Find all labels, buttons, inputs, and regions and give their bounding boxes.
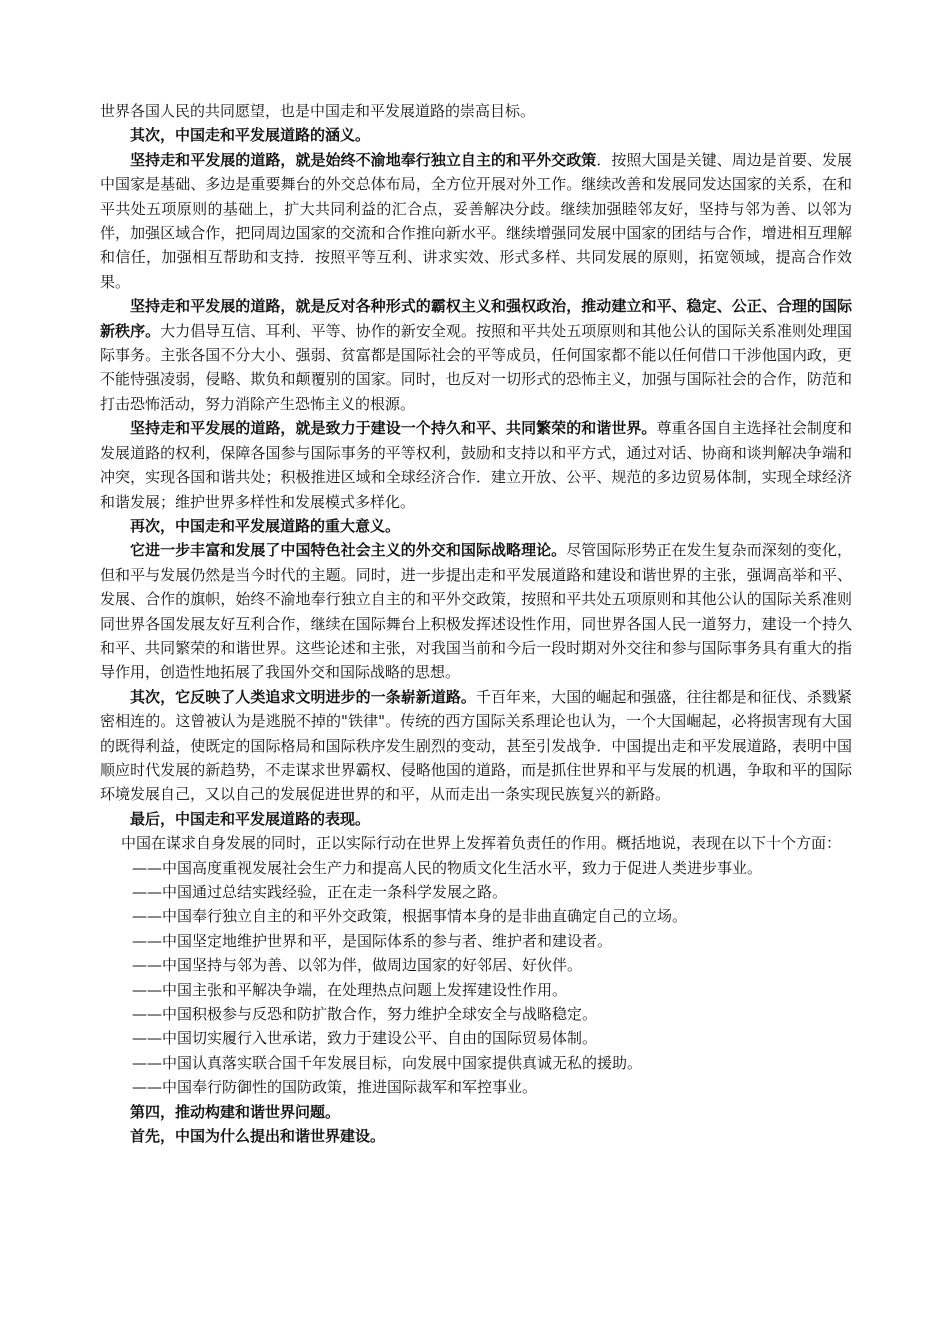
paragraph-body: 大力倡导互信、耳利、平等、协作的新安全观。按照和平共处五项原则和其他公认的国际关系准则处理国际事务。主张各国不分大小、强弱、贫富都是国际社会的平等成员，任何国家都不能以任何借口干涉他国内政，更不能恃强凌弱，侵略、欺负和颠覆别的国家。同时，也反对一切形式的恐怖主义，加强与国际社会的合作，防范和打击恐怖活动，努力消除产生恐怖主义的根源。 xyxy=(100,321,852,413)
list-item: ——中国主张和平解决争端，在处理热点问题上发挥建设性作用。 xyxy=(132,980,568,999)
paragraph-independent-foreign-policy xyxy=(100,148,852,294)
section-heading-fourth: 第四，推动构建和谐世界问题。 xyxy=(130,1102,341,1121)
list-item: ——中国奉行独立自主的和平外交政策，根据事情本身的是非曲直确定自己的立场。 xyxy=(132,907,688,926)
paragraph-lead: 坚持走和平发展的道路，就是反对各种形式的霸权主义和强权政治，推动建立和平、稳定、公正、合理的国际新秩序。 xyxy=(100,297,852,340)
list-item: ——中国认真落实联合国千年发展目标，向发展中国家提供真诚无私的援助。 xyxy=(132,1053,643,1072)
list-item: ——中国高度重视发展社会生产力和提高人民的物质文化生活水平，致力于促进人类进步事业。 xyxy=(132,858,763,877)
document-page xyxy=(100,99,852,1148)
paragraph-body: 千百年来，大国的崛起和强盛，往往都是和征伐、杀戮紧密相连的。这曾被认为是逃脱不掉的"铁律"。传统的西方国际关系理论也认为，一个大国崛起，必将损害现有大国的既得利益，使既定的国际格局和国际秩序发生剧烈的变动，甚至引发战争．中国提出走和平发展道路，表明中国顺应时代发展的新趋势，不走谋求世界霸权、侵略他国的道路，而是抓住世界和平与发展的机遇，争取和平的国际环境发展自己，又以自己的发展促进世界的和平，从而走出一条实现民族复兴的新路。 xyxy=(100,687,852,804)
paragraph-lead: 坚持走和平发展的道路，就是致力于建设一个持久和平、共同繁荣的和谐世界。 xyxy=(130,419,657,438)
list-item: ——中国积极参与反恐和防扩散合作，努力维护全球安全与战略稳定。 xyxy=(132,1005,598,1024)
list-item: ——中国切实履行入世承诺，致力于建设公平、自由的国际贸易体制。 xyxy=(132,1029,598,1048)
paragraph-body: 尊重各国自主选择社会制度和发展道路的权利，保障各国参与国际事务的平等权利，鼓励和支持以和平方式，通过对话、协商和谈判解决争端和冲突，实现各国和谐共处；积极推进区域和全球经济合作．建立开放、公平、规范的多边贸易体制，实现全球经济和谐发展；维护世界多样性和发展模式多样化。 xyxy=(100,419,852,511)
section-heading-significance: 再次，中国走和平发展道路的重大意义。 xyxy=(130,516,401,535)
paragraph-ten-aspects-intro: 中国在谋求自身发展的同时，正以实际行动在世界上发挥着负责任的作用。概括地说，表现在以下十个方面： xyxy=(121,834,842,853)
paragraph-new-road xyxy=(100,685,852,807)
section-heading-meaning: 其次，中国走和平发展道路的涵义。 xyxy=(130,126,371,145)
paragraph-continuation: 世界各国人民的共同愿望，也是中国走和平发展道路的崇高目标。 xyxy=(100,102,536,120)
list-item: ——中国坚定地维护世界和平，是国际体系的参与者、维护者和建设者。 xyxy=(132,931,613,950)
section-heading-why-harmonious-world: 首先，中国为什么提出和谐世界建设。 xyxy=(130,1127,386,1146)
section-heading-manifestation: 最后，中国走和平发展道路的表现。 xyxy=(130,809,371,828)
paragraph-lead: 坚持走和平发展的道路，就是始终不渝地奉行独立自主的和平外交政策 xyxy=(130,150,597,169)
paragraph-anti-hegemony xyxy=(100,294,852,416)
paragraph-harmonious-world xyxy=(100,416,852,514)
paragraph-lead: 它进一步丰富和发展了中国特色社会主义的外交和国际战略理论。 xyxy=(130,541,567,560)
paragraph-body: 尽管国际形势正在发生复杂而深刻的变化，但和平与发展仍然是当今时代的主题。同时，进一步提出走和平发展道路和建设和谐世界的主张，强调高举和平、发展、合作的旗帜，始终不渝地奉行独立自主的和平外交政策，按照和平共处五项原则和其他公认的国际关系准则同世界各国发展友好互利合作，继续在国际舞台上积极发挥述设性作用，同世界各国人民一道努力，建设一个持久和平、共同繁荣的和谐世界。这些论述和主张，对我国当前和今后一段时期对外交往和参与国际事务具有重大的指导作用，创造性地拓展了我国外交和国际战略的思想。 xyxy=(100,541,852,682)
paragraph-body: ．按照大国是关键、周边是首要、发展中国家是基础、多边是重要舞台的外交总体布局，全方位开展对外工作。继续改善和发展同发达国家的关系，在和平共处五项原则的基础上，扩大共同利益的汇合点，妥善解决分歧。继续加强睦邻友好，坚持与邻为善、以邻为伴，加强区域合作，把同周边国家的交流和合作推向新水平。继续增强同发展中国家的团结与合作，增进相互理解和信任，加强相互帮助和支持．按照平等互利、讲求实效、形式多样、共同发展的原则，拓宽领域，提高合作效果。 xyxy=(100,150,852,291)
paragraph-lead: 其次，它反映了人类追求文明进步的一条崭新道路。 xyxy=(130,687,476,706)
paragraph-diplomatic-theory xyxy=(100,538,852,684)
list-item: ——中国奉行防御性的国防政策，推进国际裁军和军控事业。 xyxy=(132,1078,538,1097)
list-item: ——中国坚持与邻为善、以邻为伴，做周边国家的好邻居、好伙伴。 xyxy=(132,956,583,975)
ten-aspects-list xyxy=(100,856,852,1100)
list-item: ——中国通过总结实践经验，正在走一条科学发展之路。 xyxy=(132,883,508,901)
